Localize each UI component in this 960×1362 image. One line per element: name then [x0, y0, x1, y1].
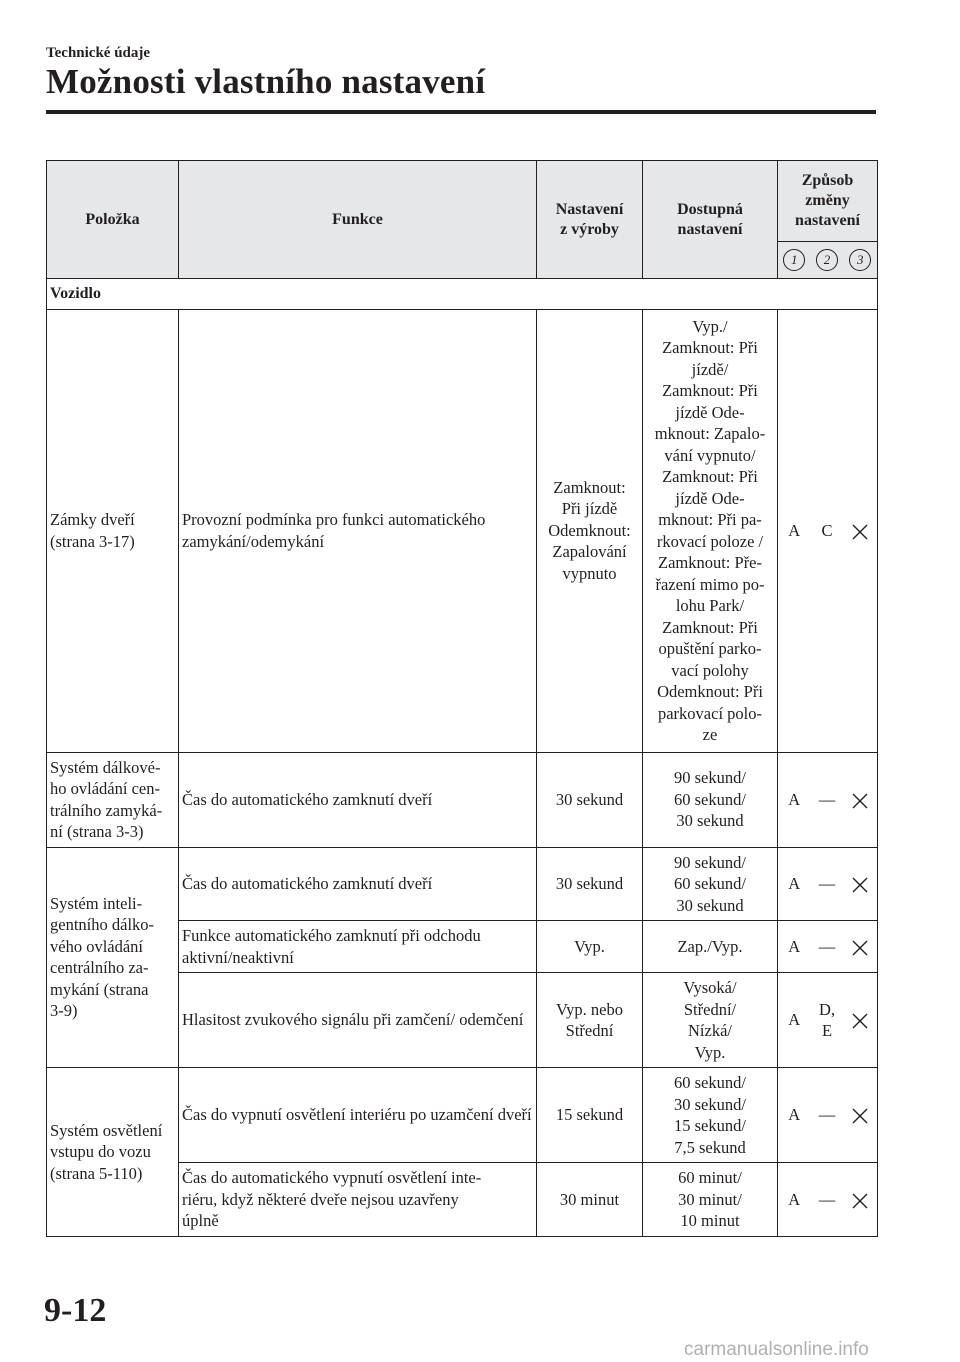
cell-method-2: —: [811, 1068, 844, 1163]
cell-available: Zap./Vyp.: [643, 921, 778, 973]
cell-function: Čas do automatického zamknutí dveří: [179, 752, 537, 847]
method-number-1: [778, 242, 811, 279]
cross-icon: [852, 877, 868, 893]
section-vehicle: Vozidlo: [47, 279, 878, 310]
col-header-method: Způsob změny nastavení: [778, 161, 878, 242]
cell-available: Vyp./ Zamknout: Při jízdě/ Zamknout: Při jízdě Ode- mknout: Zapalo- vání vypnuto/ Zamknout: Při jízdě Ode- mknout: Při pa- rkovací poloze / Zamknout: Pře- řazení mimo po- lohu Park/ Zamknout: Při opuštění parko- vací polohy Odemknout: Při parkovací polo- ze: [643, 309, 778, 752]
cell-function: Funkce automatického zamknutí při odchodu aktivní/neaktivní: [179, 921, 537, 973]
cell-function: Čas do vypnutí osvětlení interiéru po uzamčení dveří: [179, 1068, 537, 1163]
table-header-row: [47, 161, 878, 242]
circled-1: 1: [783, 249, 805, 271]
cell-method-3: [844, 973, 878, 1068]
cell-method-3: [844, 1163, 878, 1237]
cell-method-2: —: [811, 847, 844, 921]
cell-method-1: A: [778, 1068, 811, 1163]
cell-function: Provozní podmínka pro funkci automatického zamykání/odemykání: [179, 309, 537, 752]
cell-factory: 30 minut: [537, 1163, 643, 1237]
cross-icon: [852, 1013, 868, 1029]
cell-item: Zámky dveří (strana 3-17): [47, 309, 179, 752]
cell-method-3: [844, 847, 878, 921]
cell-factory: 30 sekund: [537, 752, 643, 847]
cell-available: Vysoká/ Střední/ Nízká/ Vyp.: [643, 973, 778, 1068]
cell-method-3: [844, 752, 878, 847]
cell-method-3: [844, 921, 878, 973]
cell-method-1: A: [778, 921, 811, 973]
cross-icon: [852, 1108, 868, 1124]
method-number-2: [811, 242, 844, 279]
cell-method-1: A: [778, 847, 811, 921]
cell-item: Systém osvětlení vstupu do vozu (strana 5-110): [47, 1068, 179, 1237]
cell-method-1: A: [778, 752, 811, 847]
page-number: 9-12: [44, 1292, 107, 1329]
cross-icon: [852, 1193, 868, 1209]
cell-method-3: [844, 309, 878, 752]
cell-function: Čas do automatického zamknutí dveří: [179, 847, 537, 921]
cell-method-1: A: [778, 1163, 811, 1237]
circled-2: 2: [816, 249, 838, 271]
cell-available: 90 sekund/ 60 sekund/ 30 sekund: [643, 847, 778, 921]
cell-item: Systém inteli- gentního dálko- vého ovládání centrálního za- mykání (strana 3-9): [47, 847, 179, 1068]
cell-method-2: C: [811, 309, 844, 752]
table-row: [47, 1068, 878, 1163]
cell-method-2: D, E: [811, 973, 844, 1068]
col-header-item: Položka: [47, 161, 179, 279]
cell-method-2: —: [811, 921, 844, 973]
cell-method-1: A: [778, 309, 811, 752]
cell-available: 90 sekund/ 60 sekund/ 30 sekund: [643, 752, 778, 847]
cross-icon: [852, 524, 868, 540]
cell-item: Systém dálkové- ho ovládání cen- trálního zamyká- ní (strana 3-3): [47, 752, 179, 847]
cross-icon: [852, 793, 868, 809]
cell-factory: Zamknout: Při jízdě Odemknout: Zapalování vypnuto: [537, 309, 643, 752]
col-header-factory: Nastavení z výroby: [537, 161, 643, 279]
section-row: [47, 279, 878, 310]
section-label: Technické údaje: [46, 45, 151, 61]
customization-table: [46, 160, 878, 1237]
method-number-3: [844, 242, 878, 279]
table-row: [47, 847, 878, 921]
cell-factory: 30 sekund: [537, 847, 643, 921]
cell-factory: Vyp. nebo Střední: [537, 973, 643, 1068]
table-row: [47, 309, 878, 752]
col-header-function: Funkce: [179, 161, 537, 279]
cell-function: Hlasitost zvukového signálu při zamčení/ odemčení: [179, 973, 537, 1068]
cell-method-3: [844, 1068, 878, 1163]
table-row: [47, 752, 878, 847]
cell-available: 60 minut/ 30 minut/ 10 minut: [643, 1163, 778, 1237]
cell-factory: 15 sekund: [537, 1068, 643, 1163]
cell-method-2: —: [811, 1163, 844, 1237]
col-header-available: Dostupná nastavení: [643, 161, 778, 279]
cell-function: Čas do automatického vypnutí osvětlení inte- riéru, když některé dveře nejsou uzavřeny úplně: [179, 1163, 537, 1237]
cell-method-1: A: [778, 973, 811, 1068]
page-title: Možnosti vlastního nastavení: [46, 62, 486, 101]
cell-factory: Vyp.: [537, 921, 643, 973]
watermark: carmanualsonline.info: [684, 1339, 869, 1360]
cell-method-2: —: [811, 752, 844, 847]
cross-icon: [852, 940, 868, 956]
circled-3: 3: [849, 249, 871, 271]
title-divider: [46, 110, 876, 114]
cell-available: 60 sekund/ 30 sekund/ 15 sekund/ 7,5 sekund: [643, 1068, 778, 1163]
